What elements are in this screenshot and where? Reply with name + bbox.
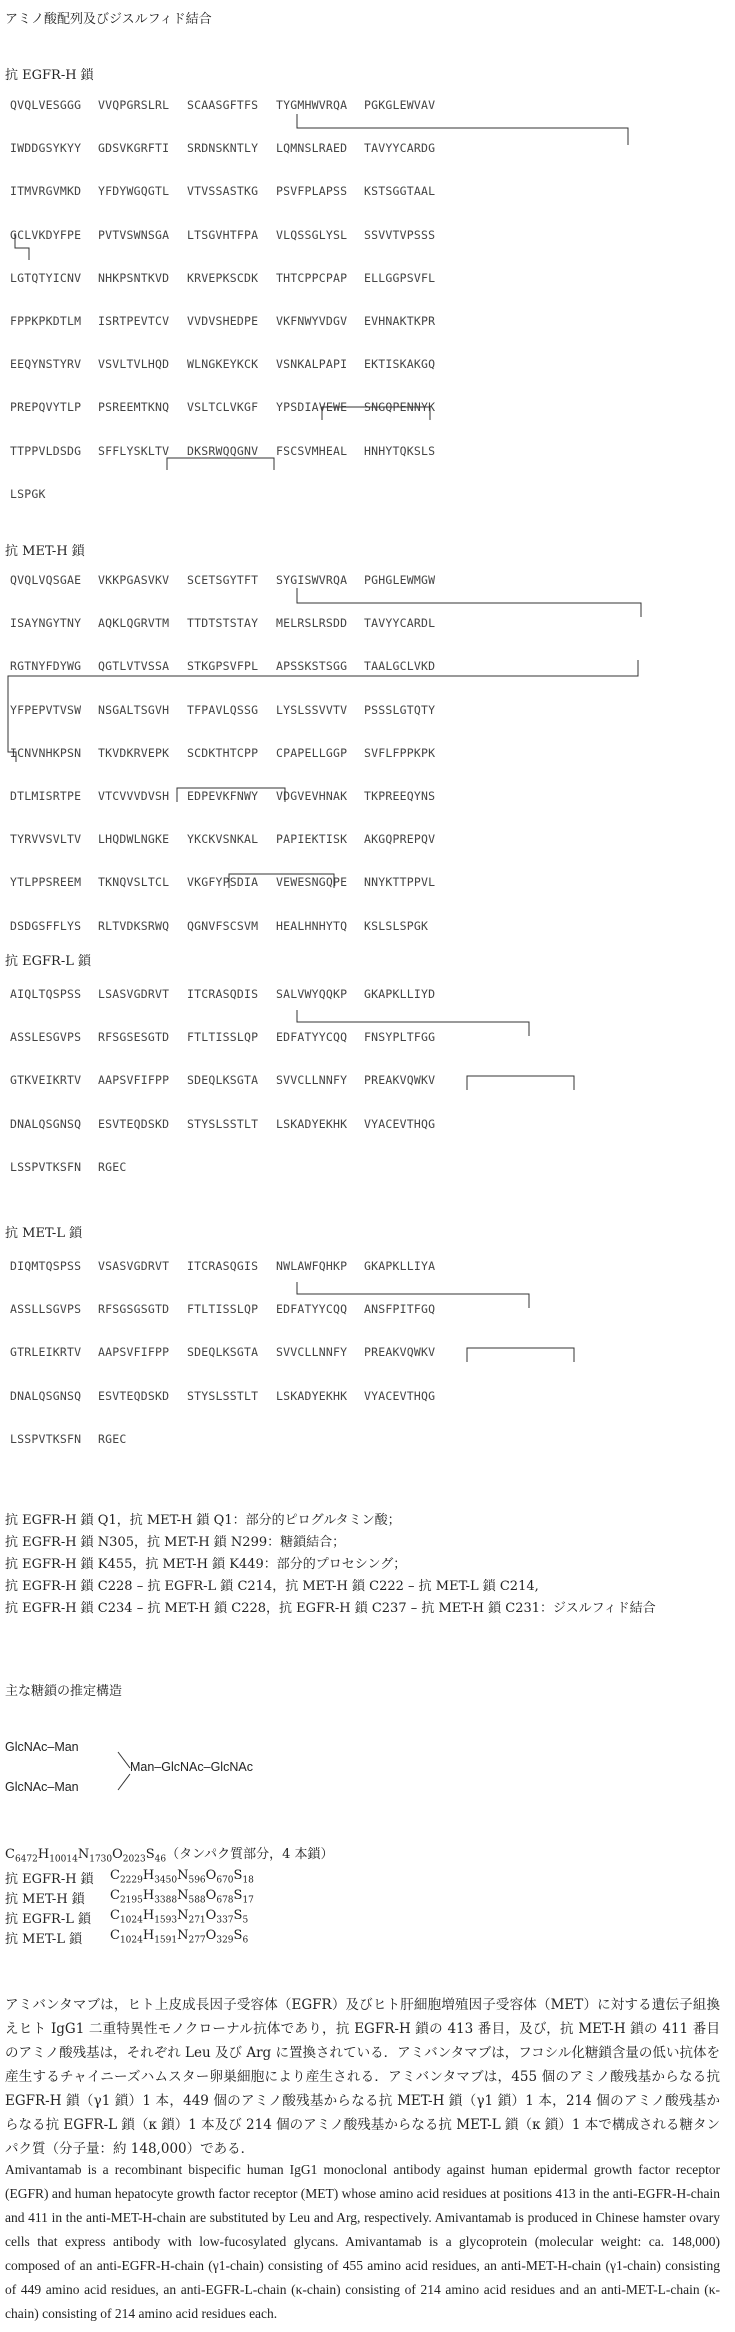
- sequence-segment: VYACEVTHQG: [364, 1116, 436, 1131]
- disulfide-line: [467, 1076, 574, 1090]
- sequence-segment: GTKVEIKRTV: [10, 1073, 82, 1088]
- sequence-segment: SVVCLLNNFY: [276, 1073, 348, 1088]
- disulfide-line: [167, 458, 274, 470]
- sequence-segment: VSLTCLVKGF: [187, 400, 259, 415]
- sequence-segment: AAPSVFIFPP: [98, 1073, 170, 1088]
- page-title: アミノ酸配列及びジスルフィド結合: [5, 12, 212, 27]
- sequence-segment: ANSFPITFGQ: [364, 1302, 436, 1317]
- sequence-segment: ASSLESGVPS: [10, 1030, 82, 1045]
- sequence-segment: AQKLQGRVTM: [98, 616, 170, 631]
- sequence-segment: ITMVRGVMKD: [10, 184, 82, 199]
- sequence-segment: YFDYWGQGTL: [98, 184, 170, 199]
- chain-heading-egfr-h: 抗 EGFR-H 鎖: [5, 68, 94, 83]
- sequence-segment: IWDDGSYKYY: [10, 141, 82, 156]
- sequence-segment: YPSDIAVEWE: [276, 400, 348, 415]
- chain-heading-met-l: 抗 MET-L 鎖: [5, 1226, 83, 1241]
- sequence-segment: DKSRWQQGNV: [187, 443, 259, 458]
- sequence-segment: LGTQTYICNV: [10, 270, 82, 285]
- glycan-branch-bottom: GlcNAc–Man: [5, 1780, 79, 1794]
- sequence-segment: VSASVGDRVT: [98, 1259, 170, 1273]
- sequence-segment: MELRSLRSDD: [276, 616, 348, 631]
- sequence-segment: LQMNSLRAED: [276, 141, 348, 156]
- sequence-segment: ISAYNGYTNY: [10, 616, 82, 631]
- sequence-segment: TAVYYCARDG: [364, 141, 436, 156]
- sequence-segment: SRDNSKNTLY: [187, 141, 259, 156]
- sequence-segment: VKFNWYVDGV: [276, 314, 348, 328]
- sequence-segment: RFSGSESGTD: [98, 1030, 170, 1045]
- sequence-segment: VKGFYPSDIA: [187, 875, 259, 890]
- sequence-segment: ELLGGPSVFL: [364, 270, 436, 285]
- sequence-segment: PREAKVQWKV: [364, 1073, 436, 1088]
- sequence-segment: GKAPKLLIYD: [364, 987, 436, 1001]
- sequence-segment: TFPAVLQSSG: [187, 702, 259, 717]
- sequence-segment: FNSYPLTFGG: [364, 1030, 436, 1045]
- sequence-segment: YTLPPSREEM: [10, 875, 82, 890]
- sequence-segment: THTCPPCPAP: [276, 270, 348, 285]
- note-line: 抗 EGFR-H 鎖 N305，抗 MET-H 鎖 N299：糖鎖結合；: [5, 1535, 346, 1550]
- sequence-segment: STYSLSSTLT: [187, 1116, 259, 1131]
- sequence-segment: LSSPVTKSFN: [10, 1431, 82, 1446]
- formula-chain-label: 抗 EGFR-L 鎖: [5, 1912, 91, 1927]
- sequence-segment: LSPGK: [10, 486, 46, 501]
- formula-value: $C_{2229}H_{3450}N_{596}O_{670}S_{18}$: [110, 1868, 254, 1886]
- sequence-segment: AIQLTQSPSS: [10, 987, 82, 1001]
- sequence-segment: QVQLVQSGAE: [10, 573, 82, 587]
- sequence-segment: DNALQSGNSQ: [10, 1116, 82, 1131]
- sequence-segment: NHKPSNTKVD: [98, 270, 170, 285]
- sequence-segment: TYGMHWVRQA: [276, 98, 348, 112]
- sequence-segment: PREAKVQWKV: [364, 1345, 436, 1360]
- sequence-segment: QGNVFSCSVM: [187, 918, 259, 933]
- sequence-segment: PGKGLEWVAV: [364, 98, 436, 112]
- sequence-segment: STKGPSVFPL: [187, 659, 259, 674]
- formula-total-note: （タンパク質部分，4 本鎖）: [166, 1847, 334, 1862]
- sequence-segment: STYSLSSTLT: [187, 1388, 259, 1403]
- sequence-segment: ITCRASQGIS: [187, 1259, 259, 1273]
- sequence-segment: VVQPGRSLRL: [98, 98, 170, 112]
- sequence-segment: SDEQLKSGTA: [187, 1345, 259, 1360]
- sequence-segment: SCAASGFTFS: [187, 98, 259, 112]
- notes: [5, 1510, 656, 1620]
- description-en: Amivantamab is a recombinant bispecific human IgG1 monoclonal antibody against human epidermal growth factor receptor (EGFR) and human hepatocyte growth factor receptor (MET) whose amino acid residues at positions 413 in the anti-EGFR-H-chain and 411 in the anti-MET-H-chain are substituted by Leu and Arg, respectively. Amivantamab is produced in Chinese hamster ovary cells that express antibody with low-fucosylated glycans. Amivantamab is a glycoprotein (molecular weight: ca. 148,000) composed of an anti-EGFR-H-chain (γ1-chain) consisting of 455 amino acid residues, an anti-MET-H-chain (γ1-chain) consisting of 449 amino acid residues, an anti-EGFR-L-chain (κ-chain) consisting of 214 amino acid residues and an anti-MET-L-chain (κ-chain) consisting of 214 amino acid residues each.: [5, 2162, 720, 2321]
- glycan-core: Man–GlcNAc–GlcNAc: [130, 1760, 253, 1774]
- sequence-segment: TAALGCLVKD: [364, 659, 436, 674]
- chain-heading-met-h: 抗 MET-H 鎖: [5, 544, 85, 559]
- sequence-segment: LSASVGDRVT: [98, 987, 170, 1001]
- note-line: 抗 EGFR-H 鎖 C228 – 抗 EGFR-L 鎖 C214，抗 MET-H 鎖 C222 – 抗 MET-L 鎖 C214,: [5, 1579, 539, 1594]
- sequence-segment: FSCSVMHEAL: [276, 443, 348, 458]
- sequence-segment: FTLTISSLQP: [187, 1302, 259, 1317]
- sequence-segment: EDFATYYCQQ: [276, 1302, 348, 1317]
- disulfide-line: [297, 588, 641, 617]
- sequence-segment: NNYKTTPPVL: [364, 875, 436, 890]
- sequence-segment: LSKADYEKHK: [276, 1116, 348, 1131]
- note-line: 抗 EGFR-H 鎖 Q1，抗 MET-H 鎖 Q1：部分的ピログルタミン酸；: [5, 1513, 401, 1528]
- sequence-segment: LHQDWLNGKE: [98, 832, 170, 847]
- sequence-segment: SCETSGYTFT: [187, 573, 259, 587]
- glycan-heading: 主な糖鎖の推定構造: [5, 1684, 123, 1699]
- sequence-segment: HNHYTQKSLS: [364, 443, 436, 458]
- sequence-segment: RLTVDKSRWQ: [98, 918, 170, 933]
- sequence-segment: LTSGVHTFPA: [187, 227, 259, 242]
- sequence-segment: TKNQVSLTCL: [98, 875, 170, 890]
- sequence-segment: WLNGKEYKCK: [187, 357, 259, 372]
- sequence-segment: VYACEVTHQG: [364, 1388, 436, 1403]
- formula-value: $C_{1024}H_{1591}N_{277}O_{329}S_6$: [110, 1928, 249, 1946]
- sequence-segment: ISRTPEVTCV: [98, 314, 170, 328]
- formula-chain-label: 抗 EGFR-H 鎖: [5, 1872, 94, 1887]
- sequence-segment: LSSPVTKSFN: [10, 1159, 82, 1174]
- sequence-segment: SVFLFPPKPK: [364, 745, 436, 760]
- sequence-segment: EDFATYYCQQ: [276, 1030, 348, 1045]
- sequence-segment: TYRVVSVLTV: [10, 832, 82, 847]
- sequence-segment: YFPEPVTVSW: [10, 702, 82, 717]
- sequence-segment: EDPEVKFNWY: [187, 789, 259, 803]
- sequence-segment: SDEQLKSGTA: [187, 1073, 259, 1088]
- sequence-segment: GTRLEIKRTV: [10, 1345, 82, 1360]
- sequence-segment: GCLVKDYFPE: [10, 227, 82, 242]
- sequence-segment: DSDGSFFLYS: [10, 918, 82, 933]
- sequence-segment: QGTLVTVSSA: [98, 659, 170, 674]
- sequence-segment: PREPQVYTLP: [10, 400, 82, 415]
- sequence-segment: APSSKSTSGG: [276, 659, 348, 674]
- sequence-segment: DIQMTQSPSS: [10, 1259, 82, 1273]
- note-line: 抗 EGFR-H 鎖 K455，抗 MET-H 鎖 K449：部分的プロセシング；: [5, 1557, 407, 1572]
- sequence-segment: SSVVTVPSSS: [364, 227, 436, 242]
- sequence-segment: EEQYNSTYRV: [10, 357, 82, 372]
- molecular-formula-total: $C_{6472}H_{10014}N_{1730}O_{2023}S_{46}$（タンパク質部分，4 本鎖）: [5, 1847, 334, 1865]
- sequence-segment: ICNVNHKPSN: [10, 745, 82, 760]
- sequence-segment: TKPREEQYNS: [364, 789, 436, 803]
- sequence-segment: VLQSSGLYSL: [276, 227, 348, 242]
- sequence-segment: VKKPGASVKV: [98, 573, 170, 587]
- glycan-branch-top: GlcNAc–Man: [5, 1740, 79, 1754]
- sequence-segment: PSSSLGTQTY: [364, 702, 436, 717]
- sequence-segment: TAVYYCARDL: [364, 616, 436, 631]
- sequence-segment: TKVDKRVEPK: [98, 745, 170, 760]
- sequence-segment: RFSGSGSGTD: [98, 1302, 170, 1317]
- sequence-segment: VTCVVVDVSH: [98, 789, 170, 803]
- formula-value: $C_{1024}H_{1593}N_{271}O_{337}S_5$: [110, 1908, 249, 1926]
- sequence-segment: NWLAWFQHKP: [276, 1259, 348, 1273]
- sequence-segment: RGEC: [98, 1431, 127, 1446]
- sequence-segment: RGEC: [98, 1159, 127, 1174]
- sequence-segment: DNALQSGNSQ: [10, 1388, 82, 1403]
- sequence-segment: ASSLLSGVPS: [10, 1302, 82, 1317]
- sequence-segment: ITCRASQDIS: [187, 987, 259, 1001]
- sequence-segment: KRVEPKSCDK: [187, 270, 259, 285]
- description-ja: アミバンタマブは，ヒト上皮成長因子受容体（EGFR）及びヒト肝細胞増殖因子受容体（MET）に対する遺伝子組換えヒト IgG1 二重特異性モノクローナル抗体であり，抗 EGFR-H 鎖の 413 番目，及び，抗 MET-H 鎖の 411 番目のアミノ酸残基は，それぞれ Leu 及び Arg に置換されている．アミバンタマブは，フコシル化糖鎖含量の低い抗体を産生するチャイニーズハムスター卵巣細胞により産生される．アミバンタマブは，455 個のアミノ酸残基からなる抗 EGFR-H 鎖（γ1 鎖）1 本，449 個のアミノ酸残基からなる抗 MET-H 鎖（γ1 鎖）1 本，214 個のアミノ酸残基からなる抗 EGFR-L 鎖（κ 鎖）1 本及び 214 個のアミノ酸残基からなる抗 MET-L 鎖（κ 鎖）1 本で構成される糖タンパク質（分子量：約 148,000）である．: [5, 1997, 720, 2157]
- sequence-segment: LYSLSSVVTV: [276, 702, 348, 717]
- chain-heading-egfr-l: 抗 EGFR-L 鎖: [5, 954, 91, 969]
- sequence-segment: GDSVKGRFTI: [98, 141, 170, 156]
- sequence-segment: SCDKTHTCPP: [187, 745, 259, 760]
- glycan-branch-line: [118, 1774, 130, 1790]
- sequence-segment: EVHNAKTKPR: [364, 314, 436, 328]
- sequence-segment: RGTNYFDYWG: [10, 659, 82, 674]
- sequence-segment: KSTSGGTAAL: [364, 184, 436, 199]
- sequence-segment: TTPPVLDSDG: [10, 443, 82, 458]
- sequence-segment: PAPIEKTISK: [276, 832, 348, 847]
- formula-value: $C_{2195}H_{3388}N_{588}O_{678}S_{17}$: [110, 1888, 254, 1906]
- sequence-segment: PVTVSWNSGA: [98, 227, 170, 242]
- disulfide-line: [467, 1348, 574, 1362]
- sequence-segment: SALVWYQQKP: [276, 987, 348, 1001]
- sequence-segment: SFFLYSKLTV: [98, 443, 170, 458]
- sequence-segment: YKCKVSNKAL: [187, 832, 259, 847]
- sequence-segment: TTDTSTSTAY: [187, 616, 259, 631]
- sequence-segment: AKGQPREPQV: [364, 832, 436, 847]
- note-line: 抗 EGFR-H 鎖 C234 – 抗 MET-H 鎖 C228，抗 EGFR-H 鎖 C237 – 抗 MET-H 鎖 C231：ジスルフィド結合: [5, 1601, 656, 1616]
- sequence-segment: PSVFPLAPSS: [276, 184, 348, 199]
- sequence-segment: EKTISKAKGQ: [364, 357, 436, 372]
- sequence-segment: VTVSSASTKG: [187, 184, 259, 199]
- sequence-segment: HEALHNHYTQ: [276, 918, 348, 933]
- formula-chain-label: 抗 MET-H 鎖: [5, 1892, 85, 1907]
- sequence-segment: CPAPELLGGP: [276, 745, 348, 760]
- sequence-segment: VEWESNGQPE: [276, 875, 348, 890]
- sequence-segment: DTLMISRTPE: [10, 789, 82, 803]
- sequence-segment: KSLSLSPGK: [364, 918, 429, 933]
- sequence-segment: LSKADYEKHK: [276, 1388, 348, 1403]
- sequence-segment: AAPSVFIFPP: [98, 1345, 170, 1360]
- sequence-segment: SVVCLLNNFY: [276, 1345, 348, 1360]
- sequence-segment: VSVLTVLHQD: [98, 357, 170, 372]
- sequence-segment: ESVTEQDSKD: [98, 1388, 170, 1403]
- sequence-segment: NSGALTSGVH: [98, 702, 170, 717]
- sequence-segment: SYGISWVRQA: [276, 573, 348, 587]
- sequence-segment: FPPKPKDTLM: [10, 314, 82, 328]
- sequence-segment: PSREEMTKNQ: [98, 400, 170, 415]
- sequence-segment: QVQLVESGGG: [10, 98, 82, 112]
- glycan-branch-line: [118, 1752, 130, 1768]
- sequence-segment: ESVTEQDSKD: [98, 1116, 170, 1131]
- sequence-segment: FTLTISSLQP: [187, 1030, 259, 1045]
- sequence-segment: PGHGLEWMGW: [364, 573, 436, 587]
- sequence-segment: VDGVEVHNAK: [276, 789, 348, 803]
- sequence-segment: SNGQPENNYK: [364, 400, 436, 415]
- formula-chain-label: 抗 MET-L 鎖: [5, 1932, 83, 1947]
- sequence-segment: VVDVSHEDPE: [187, 314, 259, 328]
- sequence-segment: VSNKALPAPI: [276, 357, 348, 372]
- sequence-segment: GKAPKLLIYA: [364, 1259, 436, 1273]
